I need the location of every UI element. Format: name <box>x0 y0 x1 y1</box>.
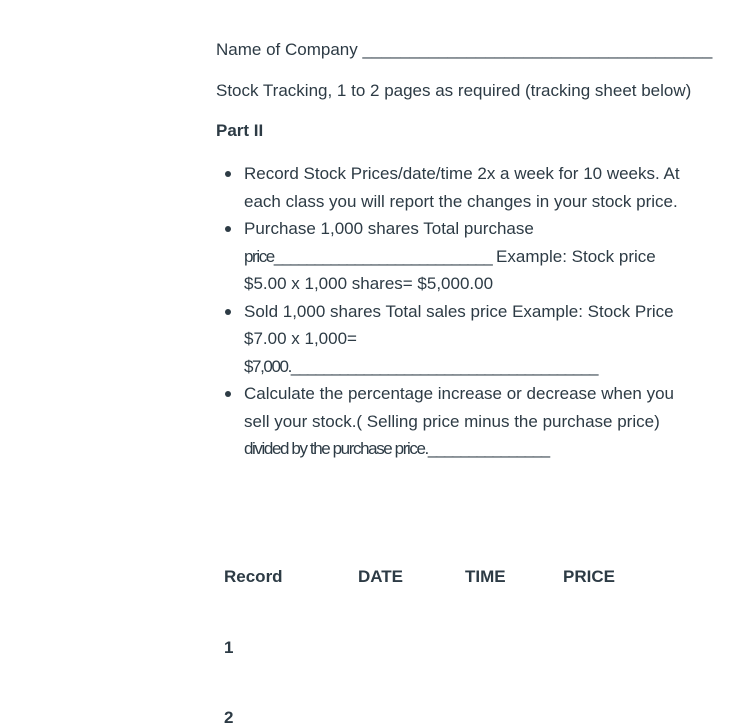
item-text-line: Calculate the percentage increase or decrease when you <box>244 384 674 403</box>
item-text-line: $5.00 x 1,000 shares= $5,000.00 <box>244 274 494 293</box>
column-header-date: DATE <box>358 567 404 586</box>
table-row-number: 2 <box>224 708 234 727</box>
column-header-time: TIME <box>465 567 506 586</box>
stock-tracking-line: Stock Tracking, 1 to 2 pages as required (tracking sheet below) <box>216 81 692 100</box>
part-heading: Part II <box>216 121 264 140</box>
item-text-line: Purchase 1,000 shares Total purchase <box>244 219 534 238</box>
purchase-price-blank: price___________________________ <box>244 246 492 266</box>
sales-price-blank: $7,000.______________________________________ <box>244 356 597 376</box>
instructions-list <box>216 160 726 463</box>
company-name-line: Name of Company _____________________________________ <box>216 40 713 59</box>
item-text-line: sell your stock.( Selling price minus the purchase price) <box>244 411 660 431</box>
column-header-price: PRICE <box>563 567 615 586</box>
list-item-purchase <box>216 215 726 298</box>
list-item-calculate <box>216 380 726 463</box>
item-text-line: each class you will report the changes in your stock price. <box>244 191 678 211</box>
item-text-line: Example: Stock price <box>491 246 656 266</box>
item-text-line: $7.00 x 1,000= <box>244 329 357 348</box>
item-text-line: Record Stock Prices/date/time 2x a week for 10 weeks. At <box>244 164 680 183</box>
item-text-line: Sold 1,000 shares Total sales price Example: Stock Price <box>244 301 674 321</box>
percentage-blank: divided by the purchase price._______________ <box>244 439 549 458</box>
column-header-record: Record <box>224 567 283 586</box>
table-row-number: 1 <box>224 638 234 657</box>
list-item-sold <box>216 298 726 381</box>
list-item-record-prices <box>216 160 726 215</box>
